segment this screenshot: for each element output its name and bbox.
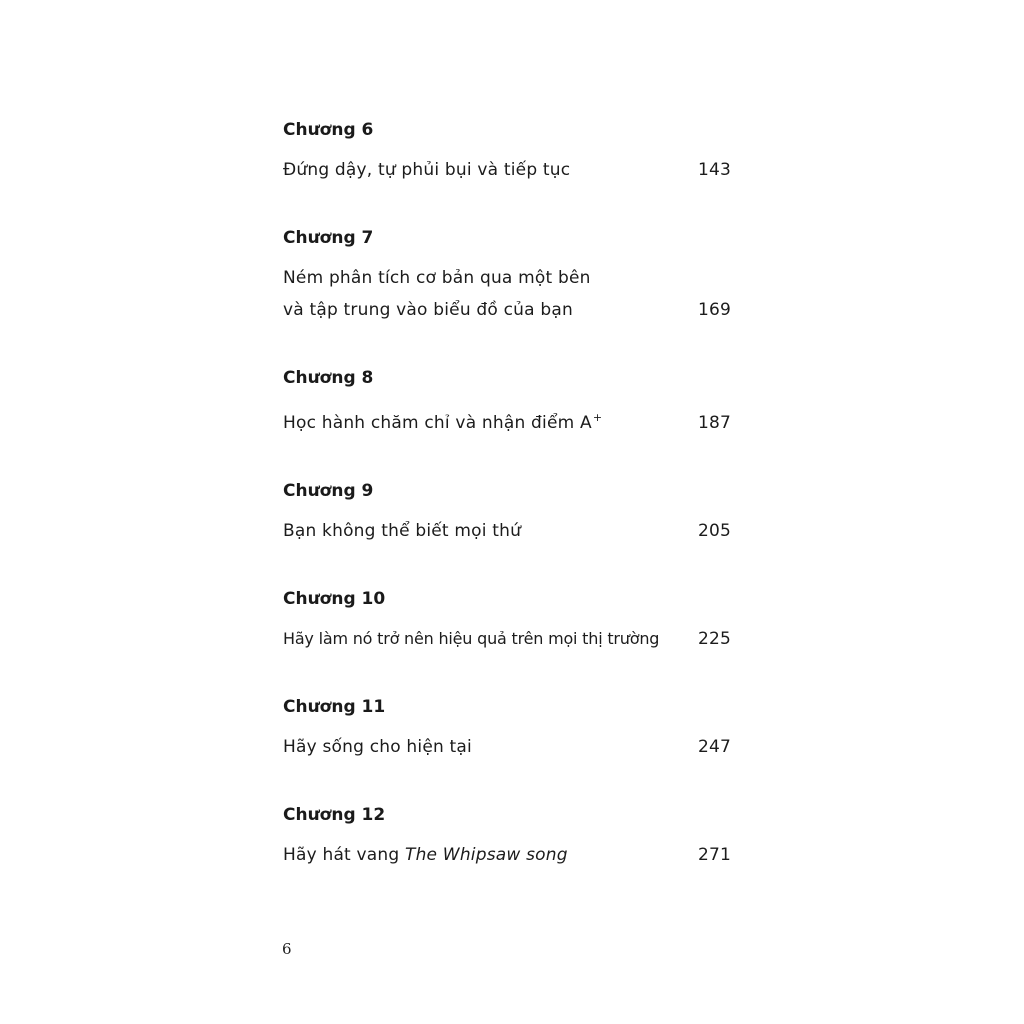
chapter-entry-row (283, 839, 731, 871)
page-number: 225 (697, 629, 731, 649)
chapter-title (283, 839, 568, 871)
chapter-entry-row (283, 515, 731, 547)
chapter-title (283, 262, 591, 326)
chapter-heading: Chương 7 (283, 228, 374, 248)
page-number: 271 (697, 845, 731, 865)
chapter-12-entry (283, 803, 731, 871)
chapter-11-entry (283, 695, 731, 763)
page-number: 169 (697, 300, 731, 320)
chapter-7-entry (283, 226, 731, 326)
page-number: 247 (697, 737, 731, 757)
chapter-title (283, 731, 472, 763)
chapter-entry-row (283, 402, 731, 439)
page-number: 143 (697, 160, 731, 180)
chapter-entry-row (283, 731, 731, 763)
chapter-title (283, 515, 521, 547)
chapter-title-line (283, 839, 568, 871)
chapter-heading: Chương 9 (283, 481, 374, 501)
chapter-heading: Chương 6 (283, 120, 374, 140)
chapter-title-text: Hãy hát vang (283, 845, 405, 865)
chapter-title-line: và tập trung vào biểu đồ của bạn (283, 300, 573, 320)
chapter-entry-row (283, 154, 731, 186)
page-number: 187 (697, 413, 731, 433)
chapter-heading: Chương 8 (283, 368, 374, 388)
table-of-contents (283, 118, 731, 911)
page-folio-number: 6 (282, 940, 292, 958)
chapter-title (283, 623, 659, 655)
chapter-title (283, 402, 602, 439)
chapter-title-line: Đứng dậy, tự phủi bụi và tiếp tục (283, 160, 571, 180)
song-title-italic: The Whipsaw song (404, 845, 568, 865)
chapter-title-line: Hãy làm nó trở nên hiệu quả trên mọi thị trường (283, 629, 660, 648)
superscript-plus: + (592, 411, 603, 424)
page-number: 205 (697, 521, 731, 541)
chapter-heading: Chương 11 (283, 697, 386, 717)
chapter-10-entry (283, 587, 731, 655)
chapter-title-line (283, 402, 602, 439)
chapter-title (283, 154, 570, 186)
chapter-6-entry (283, 118, 731, 186)
chapter-9-entry (283, 479, 731, 547)
chapter-8-entry (283, 366, 731, 439)
chapter-heading: Chương 10 (283, 589, 386, 609)
chapter-title-line: Bạn không thể biết mọi thứ (283, 521, 522, 541)
chapter-title-line: Ném phân tích cơ bản qua một bên (283, 268, 591, 288)
chapter-title-text: Học hành chăm chỉ và nhận điểm A (283, 413, 592, 433)
chapter-entry-row (283, 262, 731, 326)
chapter-entry-row (283, 623, 731, 655)
chapter-title-line: Hãy sống cho hiện tại (283, 737, 472, 757)
chapter-heading: Chương 12 (283, 805, 386, 825)
